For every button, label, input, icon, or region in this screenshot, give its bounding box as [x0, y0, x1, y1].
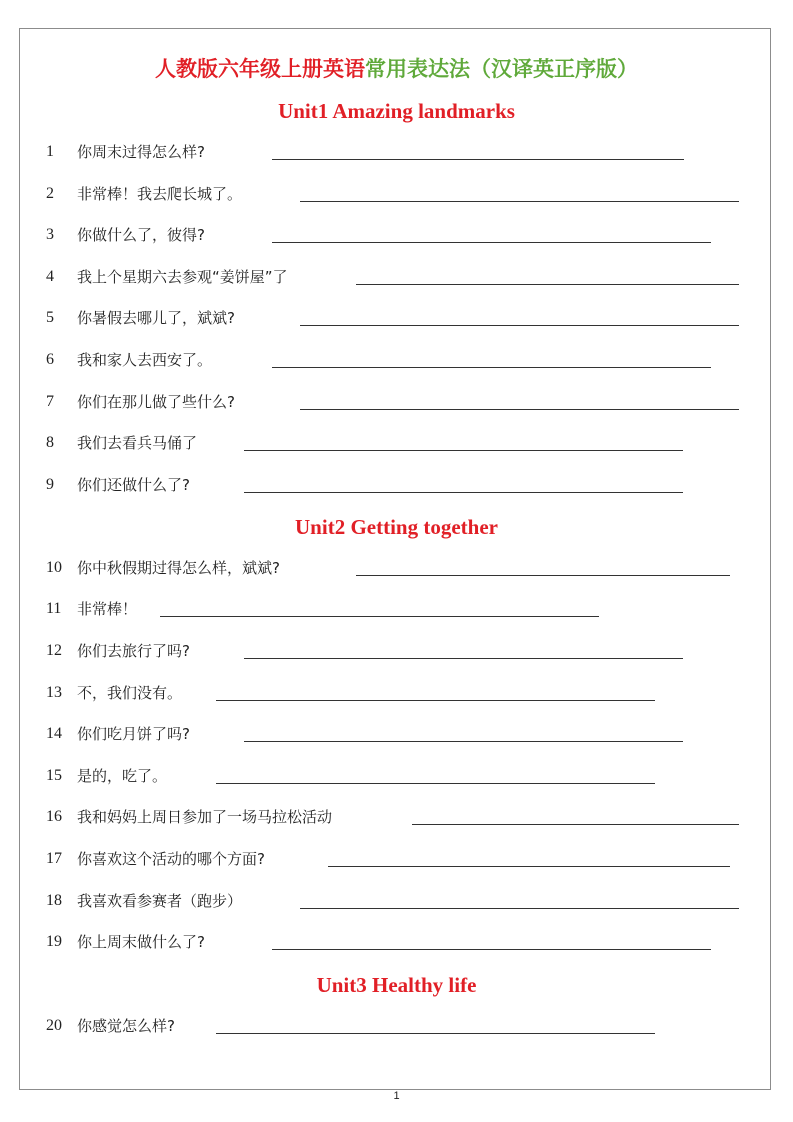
answer-blank[interactable] — [244, 450, 683, 451]
item-text: 非常棒！我去爬长城了。 — [77, 185, 243, 203]
item-text: 你上周末做什么了? — [77, 933, 205, 951]
item-text: 我喜欢看参赛者（跑步） — [77, 892, 243, 910]
answer-blank[interactable] — [272, 242, 711, 243]
item-number: 1 — [46, 143, 54, 160]
answer-blank[interactable] — [160, 616, 599, 617]
item-text: 你们在那儿做了些什么? — [77, 393, 235, 411]
item-text: 你感觉怎么样? — [77, 1017, 175, 1035]
title-part-red: 人教版六年级上册英语 — [155, 57, 365, 81]
unit-heading-2: Unit2 Getting together — [295, 515, 498, 539]
item-text: 我和家人去西安了。 — [77, 351, 213, 369]
item-text: 你们吃月饼了吗? — [77, 725, 190, 743]
answer-blank[interactable] — [356, 284, 739, 285]
answer-blank[interactable] — [272, 159, 684, 160]
item-number: 20 — [46, 1017, 62, 1034]
item-text: 你们去旅行了吗? — [77, 642, 190, 660]
answer-blank[interactable] — [216, 1033, 655, 1034]
item-text: 你中秋假期过得怎么样，斌斌? — [77, 559, 280, 577]
item-number: 17 — [46, 850, 62, 867]
item-text: 你做什么了，彼得? — [77, 226, 205, 244]
item-number: 19 — [46, 933, 62, 950]
unit-heading-3: Unit3 Healthy life — [316, 973, 477, 997]
item-text: 我上个星期六去参观“姜饼屋”了 — [77, 268, 288, 286]
answer-blank[interactable] — [244, 741, 683, 742]
item-text: 非常棒！ — [77, 600, 138, 618]
page-title — [0, 54, 793, 84]
item-text: 你周末过得怎么样? — [77, 143, 205, 161]
item-number: 11 — [46, 600, 62, 617]
answer-blank[interactable] — [244, 492, 683, 493]
item-number: 7 — [46, 393, 54, 410]
answer-blank[interactable] — [300, 409, 739, 410]
item-number: 10 — [46, 559, 62, 576]
answer-blank[interactable] — [356, 575, 730, 576]
item-text: 我们去看兵马俑了 — [77, 434, 198, 452]
item-number: 16 — [46, 808, 62, 825]
answer-blank[interactable] — [300, 325, 739, 326]
item-number: 15 — [46, 767, 62, 784]
item-number: 14 — [46, 725, 62, 742]
item-number: 5 — [46, 309, 54, 326]
item-number: 13 — [46, 684, 62, 701]
answer-blank[interactable] — [300, 908, 739, 909]
answer-blank[interactable] — [244, 658, 683, 659]
answer-blank[interactable] — [328, 866, 730, 867]
item-number: 9 — [46, 476, 54, 493]
item-number: 4 — [46, 268, 54, 285]
item-number: 8 — [46, 434, 54, 451]
item-number: 3 — [46, 226, 54, 243]
item-number: 18 — [46, 892, 62, 909]
item-number: 6 — [46, 351, 54, 368]
item-number: 2 — [46, 185, 54, 202]
item-text: 是的，吃了。 — [77, 767, 168, 785]
answer-blank[interactable] — [412, 824, 739, 825]
item-text: 你暑假去哪儿了，斌斌? — [77, 309, 235, 327]
answer-blank[interactable] — [300, 201, 739, 202]
answer-blank[interactable] — [272, 367, 711, 368]
item-text: 你喜欢这个活动的哪个方面? — [77, 850, 265, 868]
answer-blank[interactable] — [216, 783, 655, 784]
unit-heading-1: Unit1 Amazing landmarks — [278, 99, 515, 123]
page-number: 1 — [393, 1090, 400, 1102]
item-text: 不，我们没有。 — [77, 684, 183, 702]
item-number: 12 — [46, 642, 62, 659]
item-text: 我和妈妈上周日参加了一场马拉松活动 — [77, 808, 333, 826]
answer-blank[interactable] — [216, 700, 655, 701]
answer-blank[interactable] — [272, 949, 711, 950]
item-text: 你们还做什么了? — [77, 476, 190, 494]
title-part-green: 常用表达法（汉译英正序版） — [365, 57, 638, 81]
